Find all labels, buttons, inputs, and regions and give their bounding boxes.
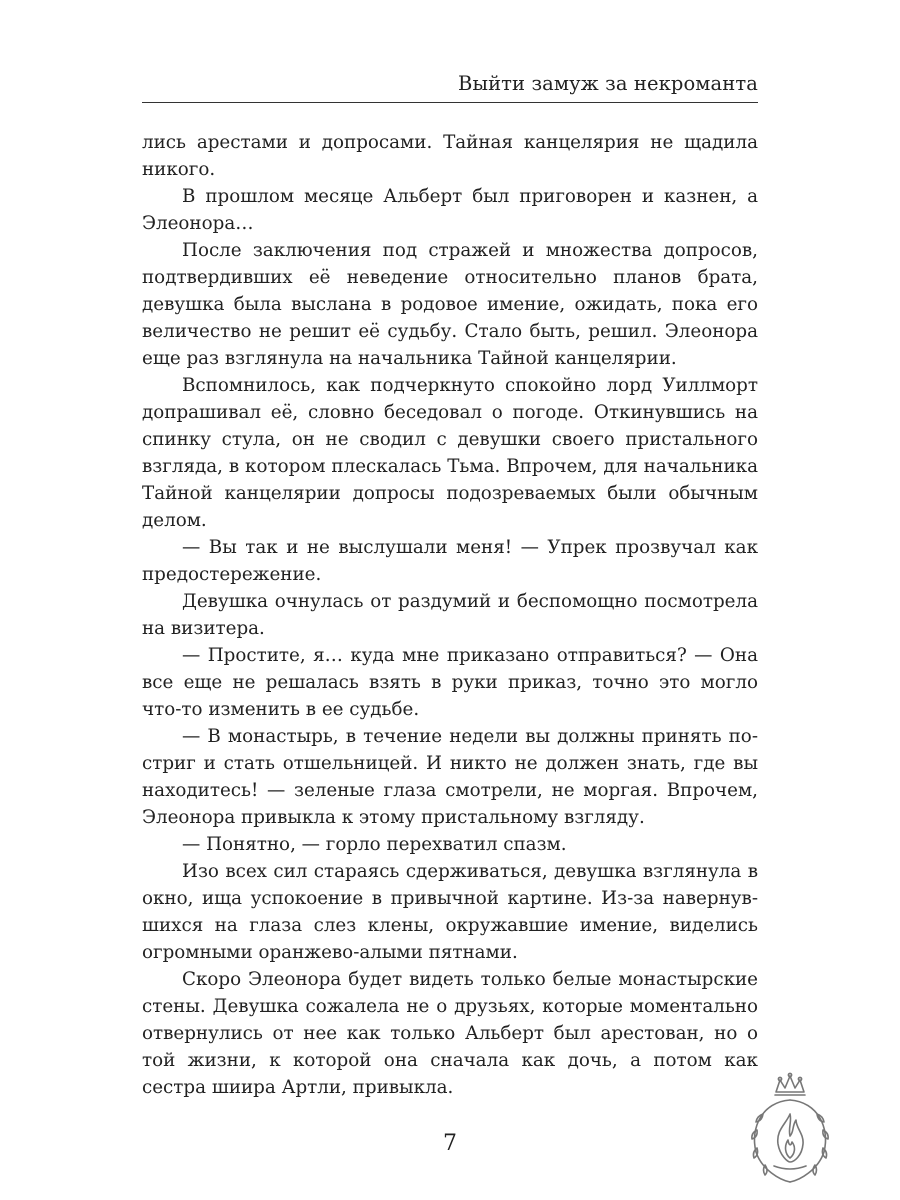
paragraph: Девушка очнулась от раздумий и беспомощно посмотрела на визитера. [142,591,758,639]
paragraph: Скоро Элеонора будет видеть только белые монастырские стены. Девушка сожалела не о друзьях, которые моментально отвернулись от нее как только Альберт был арестован, но о той жизни, к которой она сначала как дочь, а потом как сестра шиира Артли, привыкла. [142,969,758,1098]
paragraph: — Простите, я… куда мне приказано отправиться? — Она все еще не решалась взять в руки приказ, точно это могло что-то изменить в ее судьбе. [142,645,758,720]
paragraph: После заключения под стражей и множества допросов, подтвердивших её неведение относительно планов брата, девушка была выслана в родовое имение, ожидать, пока его величество не решит её судьбу. Стало быть, решил. Элеонора еще раз взглянула на начальника Тайной канцелярии. [142,240,758,369]
paragraph: Изо всех сил стараясь сдерживаться, девушка взглянула в окно, ища успокоение в привычной картине. Из-за навернувшихся на глаза слез клены, окружавшие имение, виделись огромными оранжево-алыми пятнами. [142,861,758,963]
body-text [142,129,758,1101]
header-divider [142,102,758,103]
paragraph: — Понятно, — горло перехватил спазм. [182,834,567,855]
paragraph: — В монастырь, в течение недели вы должны принять постриг и стать отшельницей. И никто не должен знать, где вы находитесь! — зеленые глаза смотрели, не моргая. Впрочем, Элеонора привыкла к этому пристальному взгляду. [142,726,758,828]
paragraph: Вспомнилось, как подчеркнуто спокойно лорд Уиллморт допрашивал её, словно беседовал о погоде. Откинувшись на спинку стула, он не сводил с девушки своего пристального взгляда, в котором плескалась Тьма. Впрочем, для начальника Тайной канцелярии допросы подозреваемых были обычным делом. [142,375,758,531]
paragraph: — Вы так и не выслушали меня! — Упрек прозвучал как предостережение. [142,537,758,585]
crowned-flame-emblem-icon [740,1070,840,1190]
paragraph: В прошлом месяце Альберт был приговорен и казнен, а Элеонора… [142,186,758,234]
page-number: 7 [443,1131,457,1156]
paragraph: лись арестами и допросами. Тайная канцелярия не щадила никого. [142,132,758,180]
running-header-title: Выйти замуж за некроманта [458,72,758,95]
